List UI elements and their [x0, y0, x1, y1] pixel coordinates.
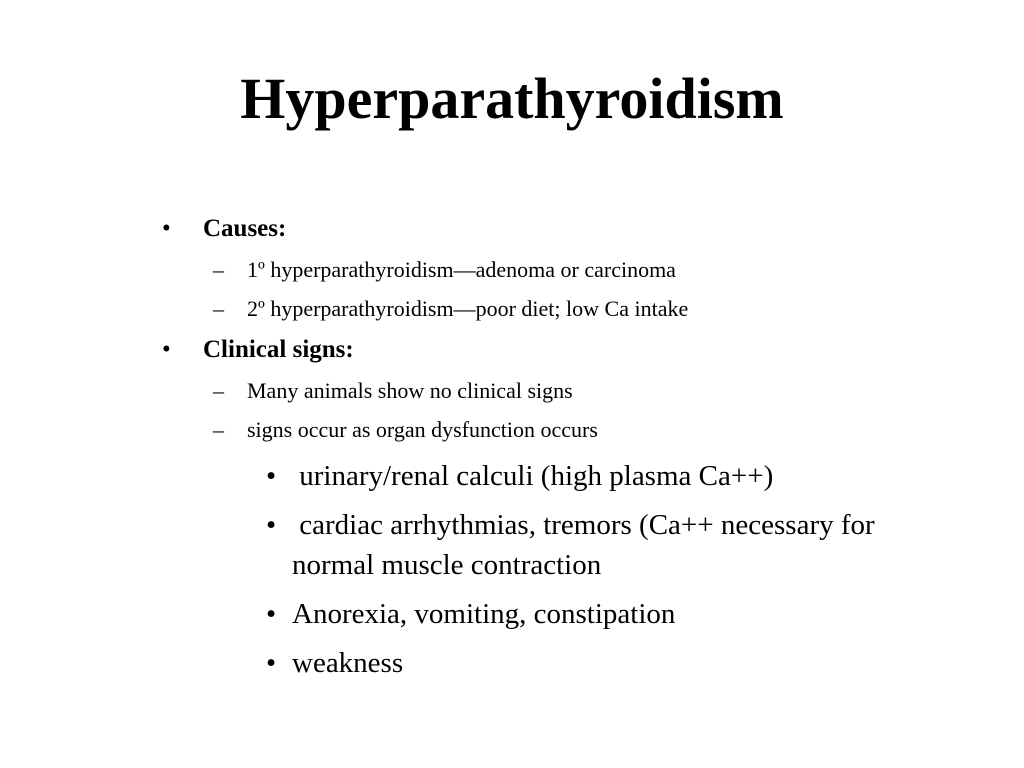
- bullet-dot: •: [162, 336, 171, 363]
- dash-marker: –: [213, 296, 224, 321]
- subitem-arrhythmias: [266, 505, 956, 585]
- bullet-dot: •: [266, 460, 277, 492]
- subitem-text-arrhythmias: cardiac arrhythmias, tremors (Ca++ necessary for normal muscle contraction: [292, 509, 882, 581]
- bullet-dot: •: [266, 647, 277, 679]
- bullet-dot: •: [162, 215, 171, 242]
- cause-text-secondary: 2º hyperparathyroidism—poor diet; low Ca intake: [247, 296, 689, 321]
- subitem-calculi: [266, 456, 956, 496]
- bullet-dot: •: [266, 598, 277, 630]
- clinical-signs-heading: Clinical signs:: [203, 336, 354, 363]
- slide-title: Hyperparathyroidism: [240, 66, 784, 131]
- dash-marker: –: [213, 378, 224, 403]
- subitem-text-anorexia: Anorexia, vomiting, constipation: [292, 598, 676, 630]
- subitem-text-calculi: urinary/renal calculi (high plasma Ca++): [292, 460, 774, 492]
- dash-marker: –: [213, 417, 224, 442]
- subitem-weakness: [266, 643, 956, 683]
- causes-heading: Causes:: [203, 215, 287, 242]
- sign-text-no-signs: Many animals show no clinical signs: [247, 378, 573, 403]
- cause-text-primary: 1º hyperparathyroidism—adenoma or carcinoma: [247, 257, 676, 282]
- sign-text-organ-dysfunction: signs occur as organ dysfunction occurs: [247, 417, 598, 442]
- bullet-dot: •: [266, 509, 277, 541]
- subitem-anorexia: [266, 594, 956, 634]
- dash-marker: –: [213, 257, 224, 282]
- subitem-text-weakness: weakness: [292, 647, 404, 679]
